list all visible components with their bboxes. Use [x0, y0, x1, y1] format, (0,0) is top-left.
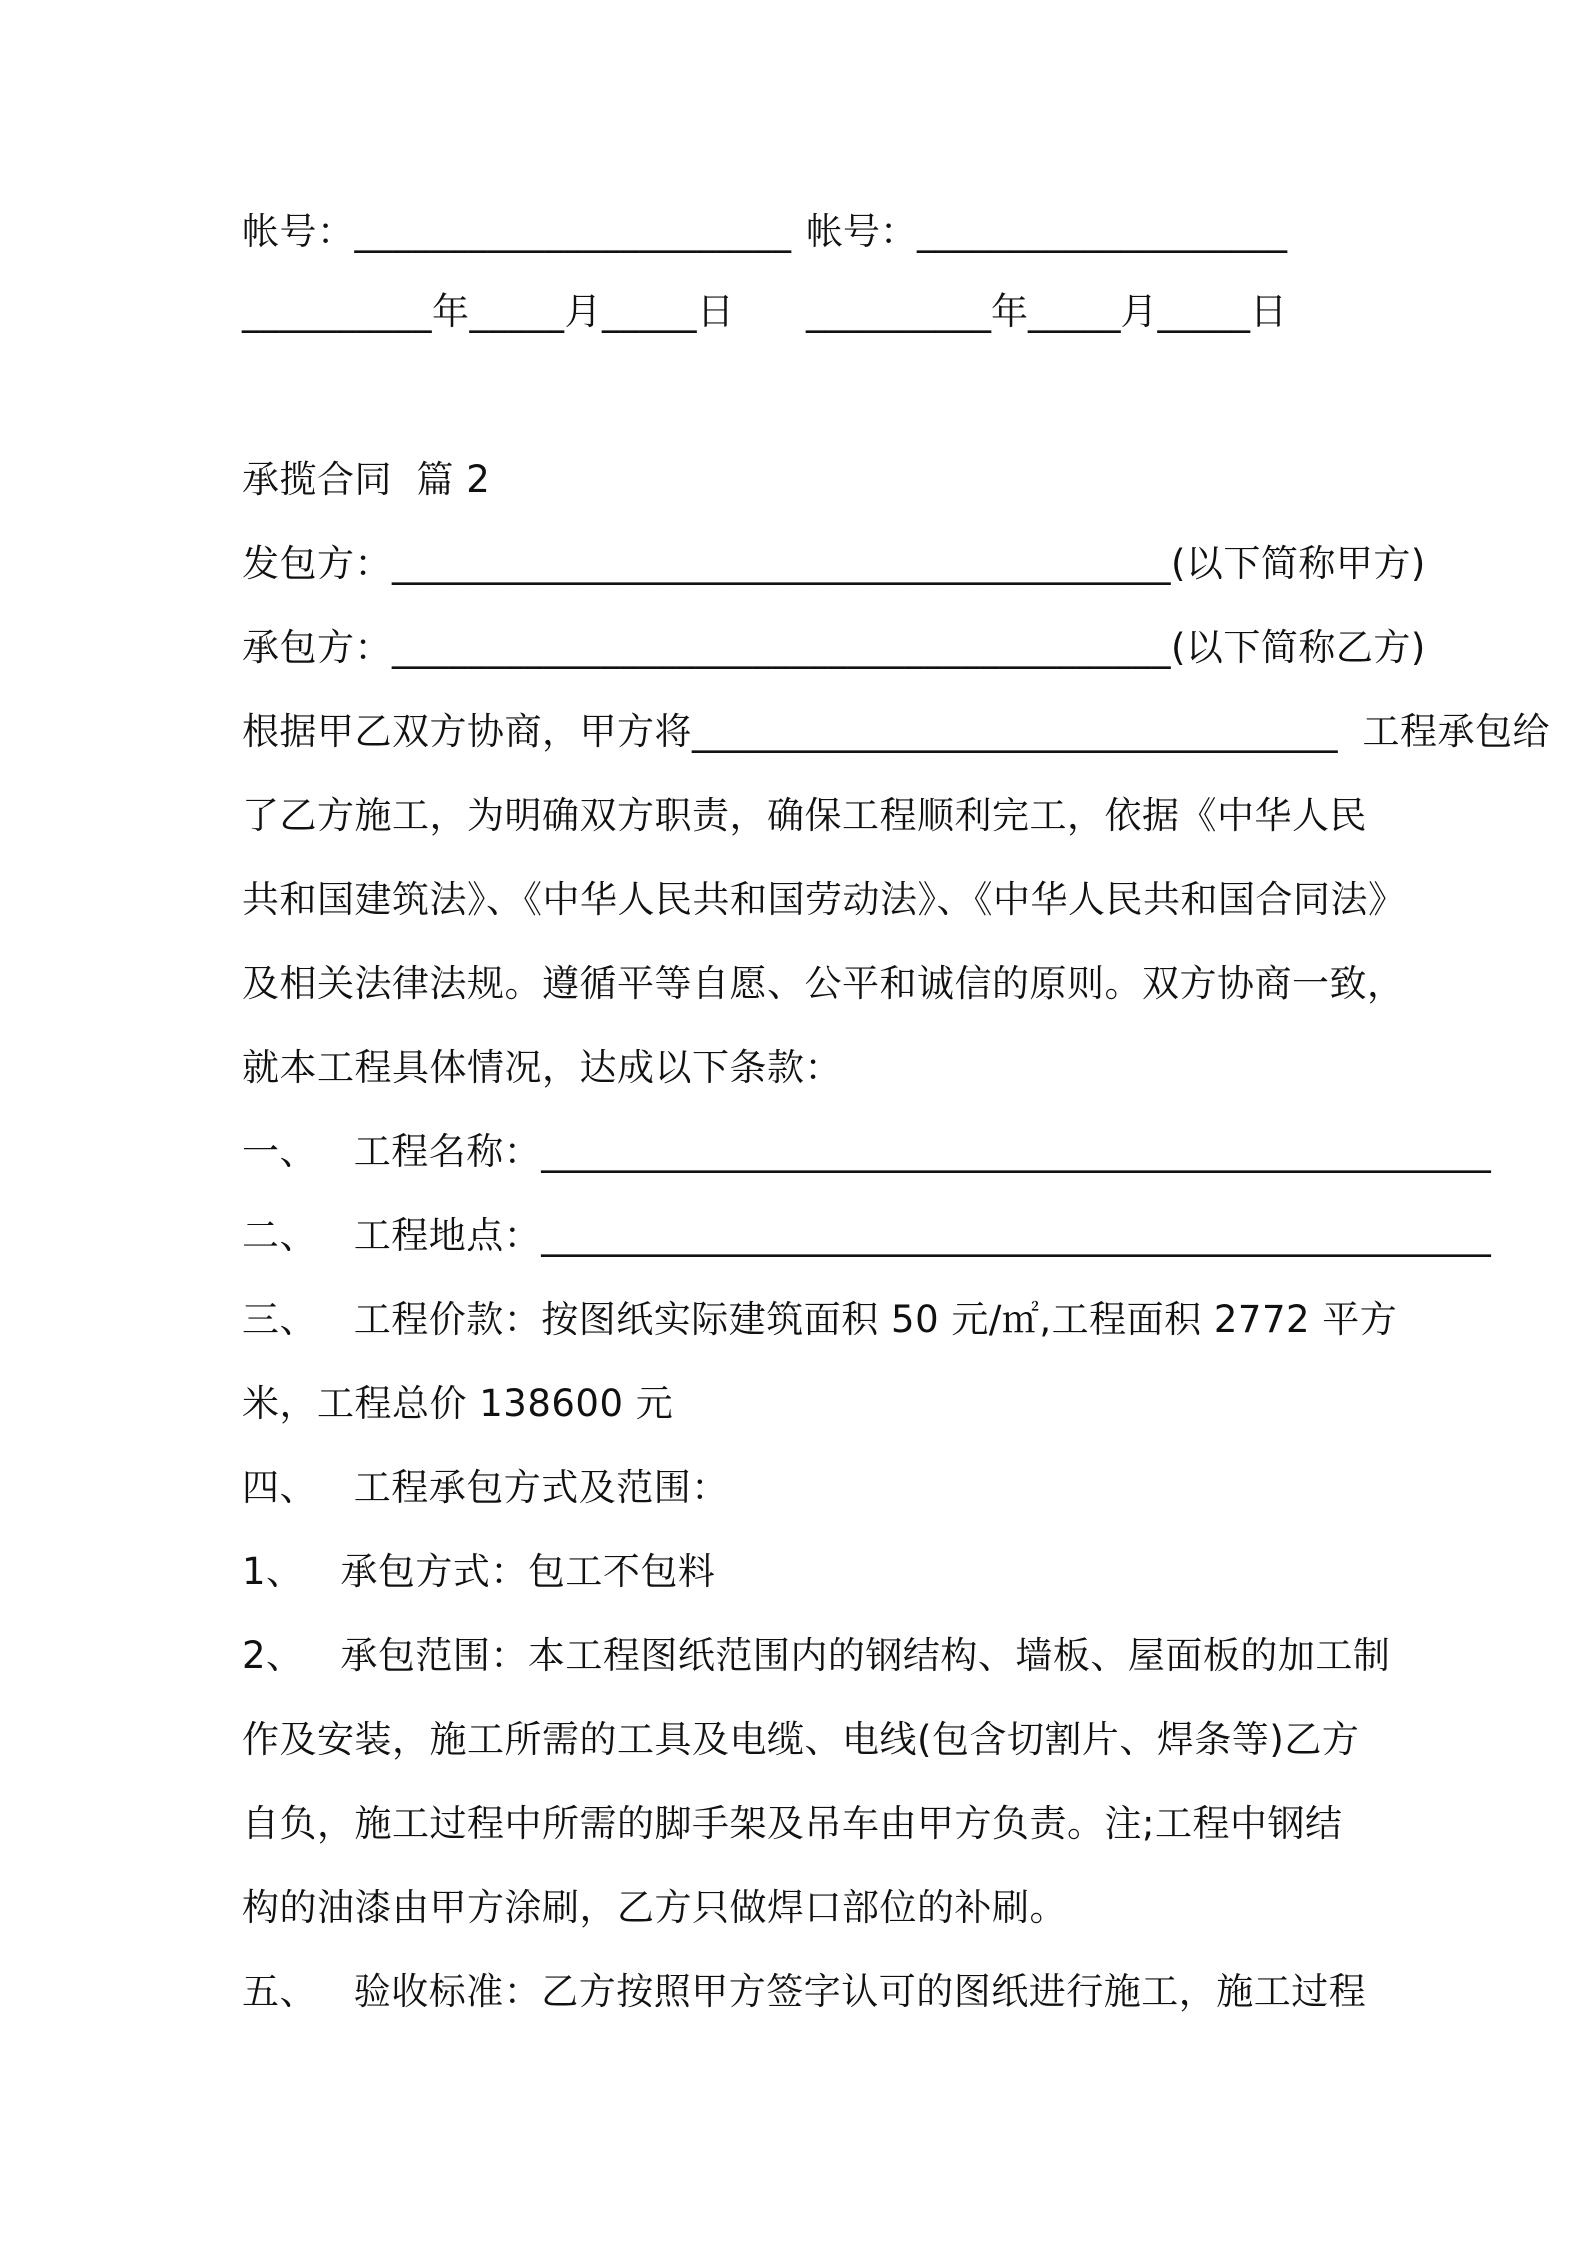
text-line: 米，工程总价 138600 元	[242, 1382, 674, 1425]
contract-title: 承揽合同 篇 2	[242, 458, 491, 501]
text-line: 承包方：_________________________________________(以下简称乙方)	[242, 626, 1426, 669]
left-account-line: 帐号：_______________________	[242, 210, 792, 253]
text-line: 就本工程具体情况，达成以下条款：	[242, 1046, 842, 1089]
text-line: 自负，施工过程中所需的脚手架及吊车由甲方负责。注;工程中钢结	[242, 1802, 1343, 1845]
text-line: 2、 承包范围：本工程图纸范围内的钢结构、墙板、屋面板的加工制	[242, 1634, 1391, 1677]
text-line: 二、 工程地点：__________________________________________________	[242, 1214, 1492, 1257]
text-line: 共和国建筑法》、《中华人民共和国劳动法》、《中华人民共和国合同法》	[242, 878, 1406, 921]
text-line: 根据甲乙双方协商，甲方将__________________________________ 工程承包给	[242, 710, 1551, 753]
right-account-line: 帐号：____________________	[806, 210, 1287, 253]
text-line: 了乙方施工，为明确双方职责，确保工程顺利完工，依据《中华人民	[242, 794, 1367, 837]
text-line: 三、 工程价款：按图纸实际建筑面积 50 元/㎡,工程面积 2772 平方	[242, 1298, 1398, 1341]
text-line: 发包方：_________________________________________(以下简称甲方)	[242, 542, 1426, 585]
text-line: 四、 工程承包方式及范围：	[242, 1466, 729, 1509]
text-line: 构的油漆由甲方涂刷，乙方只做焊口部位的补刷。	[242, 1886, 1067, 1929]
text-line: 一、 工程名称：__________________________________________________	[242, 1130, 1492, 1173]
text-line: 作及安装，施工所需的工具及电缆、电线(包含切割片、焊条等)乙方	[242, 1718, 1360, 1761]
text-line: 及相关法律法规。遵循平等自愿、公平和诚信的原则。双方协商一致，	[242, 962, 1405, 1005]
left-date-line: __________年_____月_____日	[242, 290, 735, 333]
right-date-line: __________年_____月_____日	[806, 290, 1287, 333]
text-line: 1、 承包方式：包工不包料	[242, 1550, 716, 1593]
text-line: 五、 验收标准：乙方按照甲方签字认可的图纸进行施工，施工过程	[242, 1970, 1367, 2013]
